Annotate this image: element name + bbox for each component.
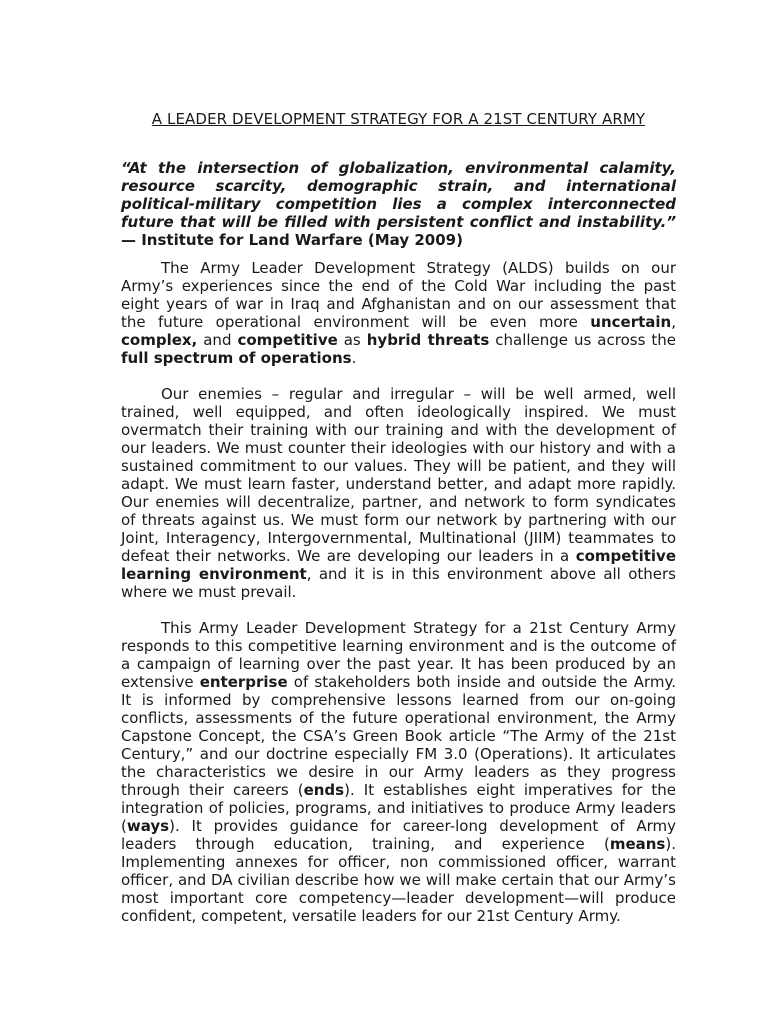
bold-term: means — [609, 835, 666, 853]
paragraph-segment: ). It provides guidance for career-long development of Army leaders through education, training, and experience ( — [121, 817, 676, 853]
paragraph-segment: and — [197, 331, 238, 349]
paragraph-3 — [121, 619, 676, 925]
bold-term: competitive learning environment — [121, 547, 676, 583]
paragraph-segment: This Army Leader Development Strategy for a 21st Century Army responds to this competitive learning environment and is the outcome of a campaign of learning over the past year. It has been produced by an extensive — [121, 619, 676, 691]
paragraph-segment: . — [351, 349, 357, 367]
epigraph-quote: “At the intersection of globalization, environmental calamity, resource scarcity, demographic strain, and international political-military competition lies a complex interconnected future that will be filled with persistent conflict and instability.” — [121, 159, 676, 231]
paragraph-segment: of stakeholders both inside and outside the Army. It is informed by comprehensive lessons learned from our on-going conflicts, assessments of the future operational environment, the Army Capstone Concept, the CSA’s Green Book article “The Army of the 21st Century,” and our doctrine especially FM 3.0 (Operations). It articulates the characteristics we desire in our Army leaders as they progress through their careers ( — [121, 673, 676, 799]
document-page — [121, 109, 676, 925]
paragraph-segment: , and it is in this environment above all others where we must prevail. — [121, 565, 676, 601]
epigraph-attribution: — Institute for Land Warfare (May 2009) — [121, 231, 463, 249]
paragraph-2 — [121, 385, 676, 601]
paragraph-segment: challenge us across the — [489, 331, 676, 349]
body-text — [121, 259, 676, 925]
paragraph-segment: as — [337, 331, 367, 349]
paragraph-segment: The Army Leader Development Strategy (ALDS) builds on our Army’s experiences since the end of the Cold War including the past eight years of war in Iraq and Afghanistan and on our assessment that the future operational environment will be even more — [121, 259, 676, 331]
paragraph-1 — [121, 259, 676, 367]
epigraph — [121, 159, 676, 249]
paragraph-segment: ). It establishes eight imperatives for the integration of policies, programs, and initiatives to produce Army leaders ( — [121, 781, 677, 835]
paragraph-segment: Our enemies – regular and irregular – will be well armed, well trained, well equipped, and often ideologically inspired. We must overmatch their training with our training and with the development of our leaders. We must counter their ideologies with our history and with a sustained commitment to our values. They will be patient, and they will adapt. We must learn faster, understand better, and adapt more rapidly. Our enemies will decentralize, partner, and network to form syndicates of threats against us. We must form our network by partnering with our Joint, Interagency, Intergovernmental, Multinational (JIIM) teammates to defeat their networks. We are developing our leaders in a — [121, 385, 676, 565]
bold-term: hybrid threats — [366, 331, 490, 349]
bold-term: enterprise — [199, 673, 288, 691]
paragraph-segment: ). Implementing annexes for officer, non commissioned officer, warrant officer, and DA civilian describe how we will make certain that our Army’s most important core competency—leader development—will produce confident, competent, versatile leaders for our 21st Century Army. — [121, 835, 676, 925]
bold-term: complex, — [121, 331, 198, 349]
bold-term: ends — [303, 781, 345, 799]
bold-term: ways — [126, 817, 170, 835]
bold-term: competitive — [237, 331, 338, 349]
bold-term: full spectrum of operations — [121, 349, 352, 367]
bold-term: uncertain — [590, 313, 672, 331]
document-title: A LEADER DEVELOPMENT STRATEGY FOR A 21ST CENTURY ARMY — [151, 110, 646, 128]
paragraph-segment: , — [671, 313, 676, 331]
